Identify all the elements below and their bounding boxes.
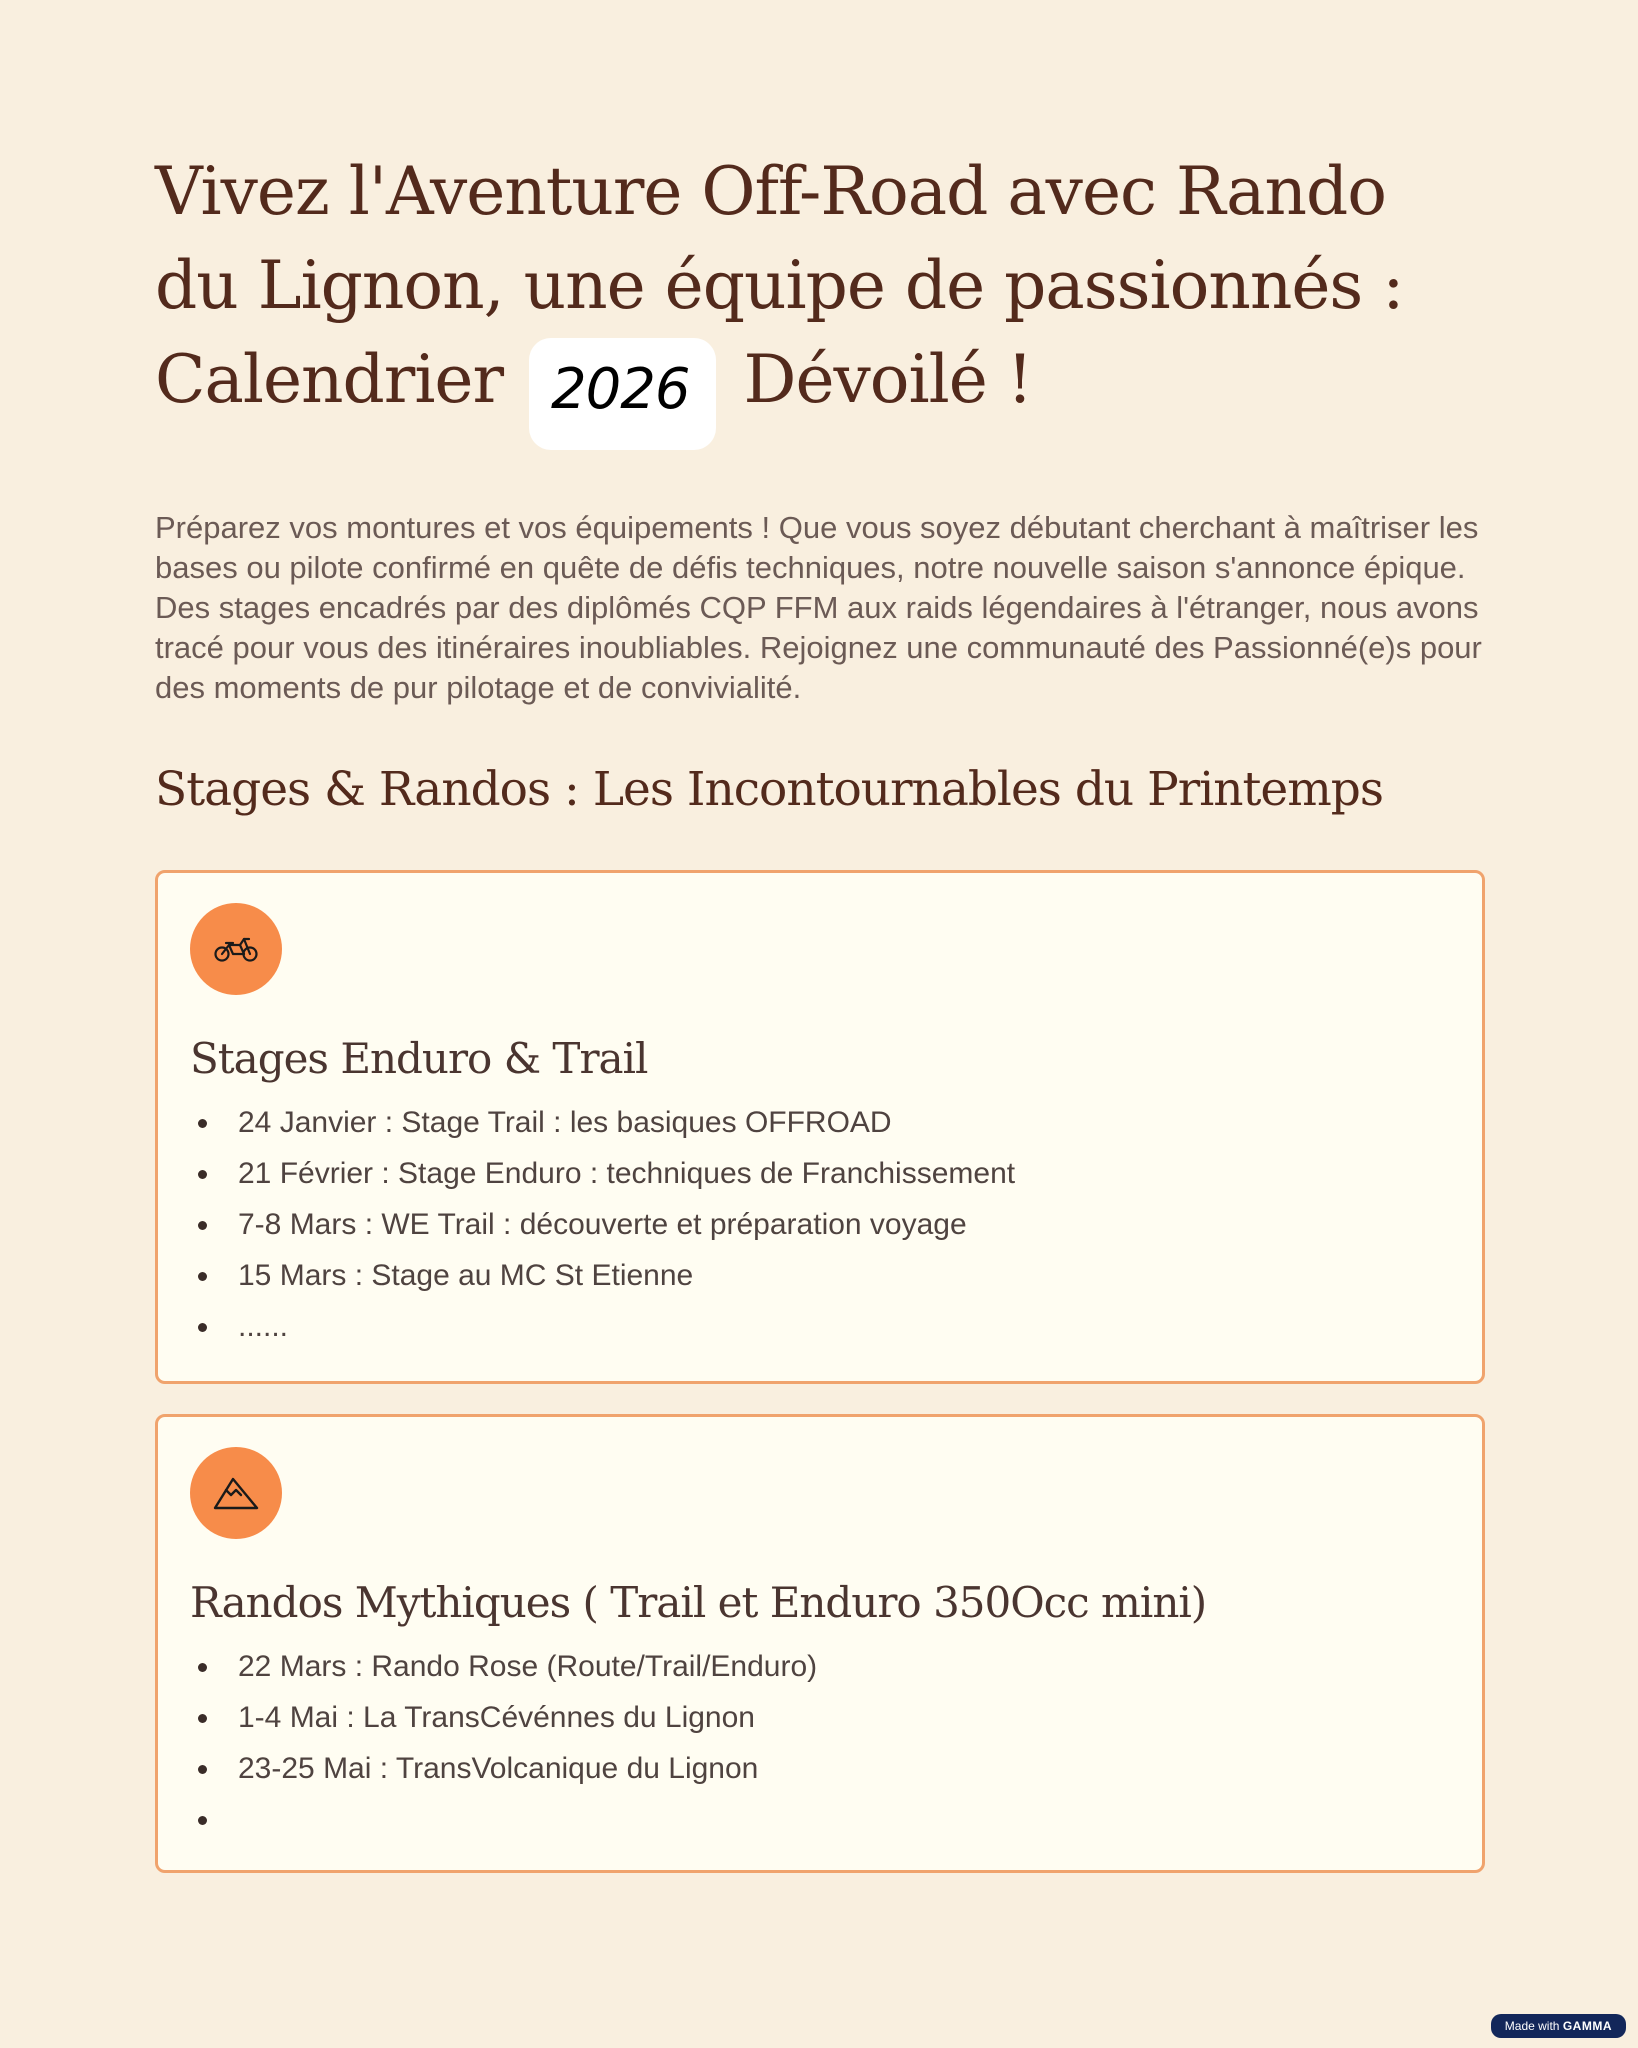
card-title: Randos Mythiques ( Trail et Enduro 350Occ mini)	[190, 1578, 1207, 1627]
mountain-icon	[212, 1473, 260, 1513]
page-title-text-end: Dévoilé !	[743, 341, 1033, 418]
page-title	[155, 145, 1485, 450]
gamma-logo: GAMMA	[1562, 2019, 1612, 2033]
list-item: ......	[190, 1301, 1450, 1352]
card-list	[190, 1641, 1450, 1845]
card-icon-circle	[190, 903, 282, 995]
made-with-gamma-badge[interactable]	[1491, 2014, 1626, 2038]
card-randos	[155, 1414, 1485, 1873]
card-title: Stages Enduro & Trail	[190, 1034, 648, 1083]
motorcycle-icon	[213, 934, 259, 964]
list-item: 22 Mars : Rando Rose (Route/Trail/Enduro)	[190, 1641, 1450, 1692]
list-item: 7-8 Mars : WE Trail : découverte et préparation voyage	[190, 1199, 1450, 1250]
card-stages	[155, 870, 1485, 1384]
list-item	[190, 1794, 1450, 1845]
list-item: 1-4 Mai : La TransCévénnes du Lignon	[190, 1692, 1450, 1743]
list-item: 15 Mars : Stage au MC St Etienne	[190, 1250, 1450, 1301]
list-item: 21 Février : Stage Enduro : techniques de Franchissement	[190, 1148, 1450, 1199]
page-content	[155, 145, 1485, 1873]
list-item: 24 Janvier : Stage Trail : les basiques OFFROAD	[190, 1097, 1450, 1148]
list-item: 23-25 Mai : TransVolcanique du Lignon	[190, 1743, 1450, 1794]
year-badge: 2026	[529, 338, 716, 450]
section-title: Stages & Randos : Les Incontournables du Printemps	[155, 762, 1383, 817]
page-title-text: Vivez l'Aventure Off-Road avec Rando du Lignon, une équipe de passionnés : Calendrier	[155, 153, 1404, 418]
made-with-label: Made with	[1504, 2019, 1560, 2033]
card-list	[190, 1097, 1450, 1352]
card-icon-circle	[190, 1447, 282, 1539]
intro-paragraph: Préparez vos montures et vos équipements ! Que vous soyez débutant cherchant à maîtriser les bases ou pilote confirmé en quête de défis techniques, notre nouvelle saison s'annonce épique. Des stages encadrés par des diplômés CQP FFM aux raids légendaires à l'étranger, nous avons tracé pour vous des itinéraires inoubliables. Rejoignez une communauté des Passionné(e)s pour des moments de pur pilotage et de convivialité.	[155, 510, 1482, 705]
